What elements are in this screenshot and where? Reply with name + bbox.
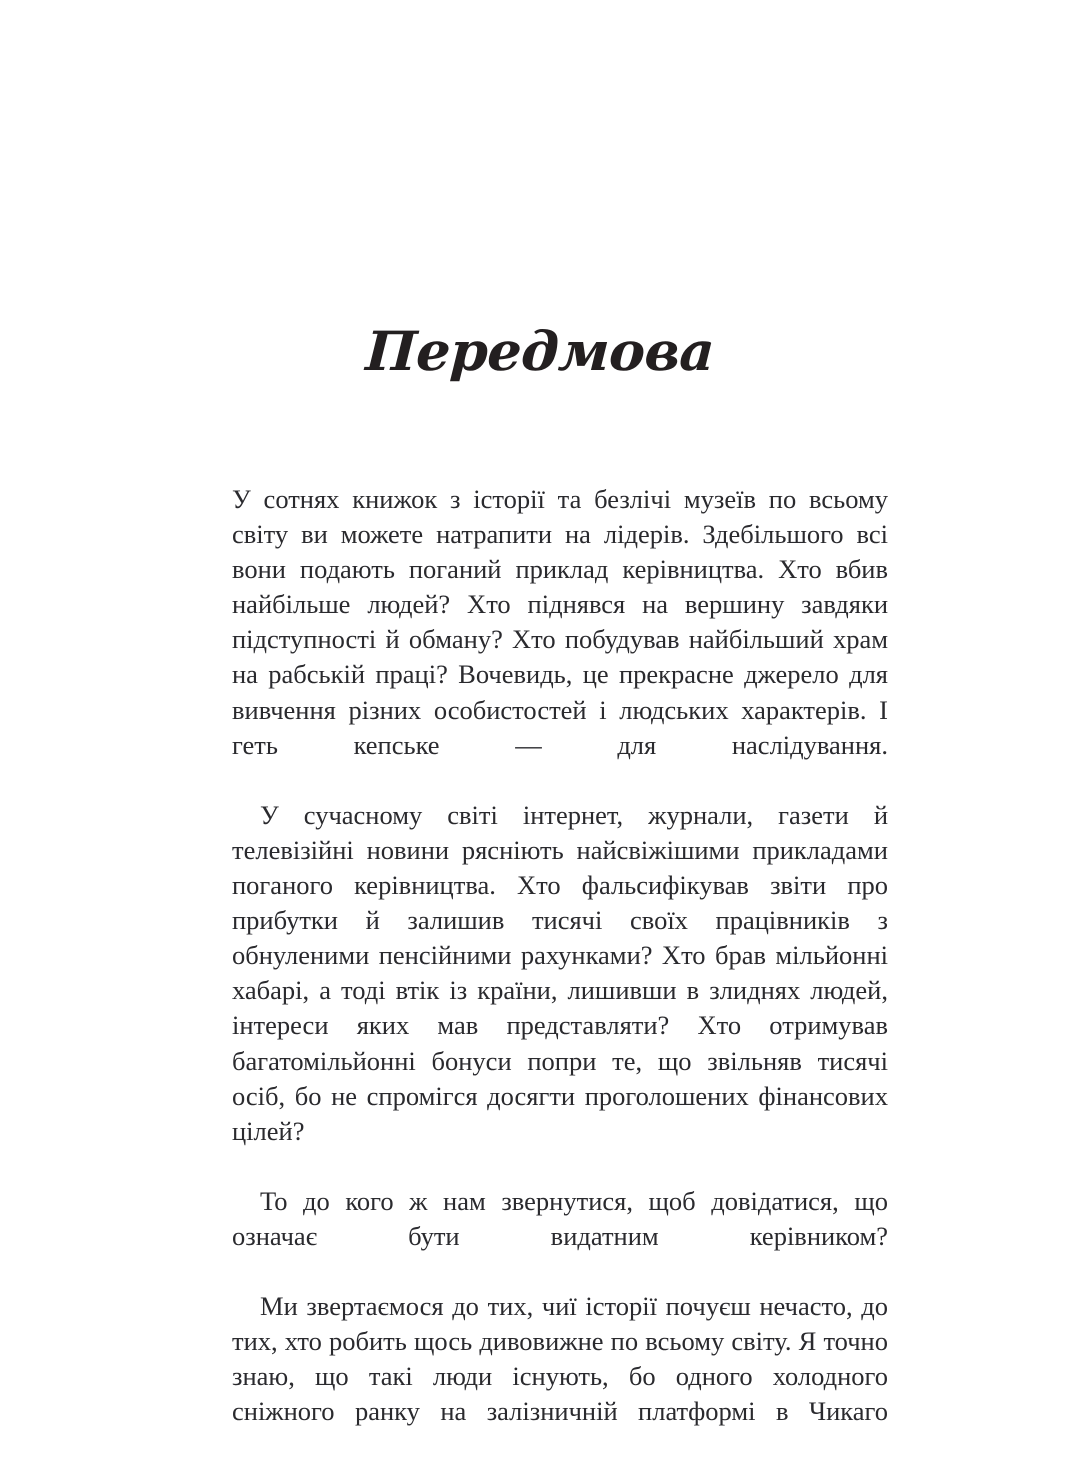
body-paragraph-2: У сучасному світі інтернет, журнали, газети й телевізійні новини рясніють найсвіжішими прикладами поганого керівництва. Хто фальсифікував звіти про прибутки й залишив тисячі своїх працівників з обнуленими пенсійними рахунками? Хто брав мільйонні хабарі, а тоді втік із країни, лишивши в злиднях людей, інтереси яких мав представляти? Хто отримував багатомільйонні бонуси попри те, що звільняв тисячі осіб, бо не спромігся досягти проголошених фінансових цілей?: [232, 799, 888, 1146]
chapter-title: Передмова: [364, 319, 716, 384]
body-paragraph-1: У сотнях книжок з історії та безлічі музеїв по всьому світу ви можете натрапити на лідерів. Здебільшого всі вони подають поганий приклад керівництва. Хто вбив найбільше людей? Хто піднявся на вершину завдяки підступності й обману? Хто побудував найбільший храм на рабській праці? Вочевидь, це прекрасне джерело для вивчення різних особистостей і людських характерів. І геть кепське — для наслідування.: [232, 484, 888, 760]
body-text-block: [232, 482, 888, 1465]
body-paragraph-3: То до кого ж нам звернутися, щоб довідатися, що означає бути видатним керівником?: [232, 1185, 888, 1251]
body-paragraph-4: Ми звертаємося до тих, чиї історії почуєш нечасто, до тих, хто робить щось дивовижне по всьому світу. Я точно знаю, що такі люди існують, бо одного холодного сніжного ранку на залізничній платформі в Чикаго: [232, 1291, 888, 1427]
